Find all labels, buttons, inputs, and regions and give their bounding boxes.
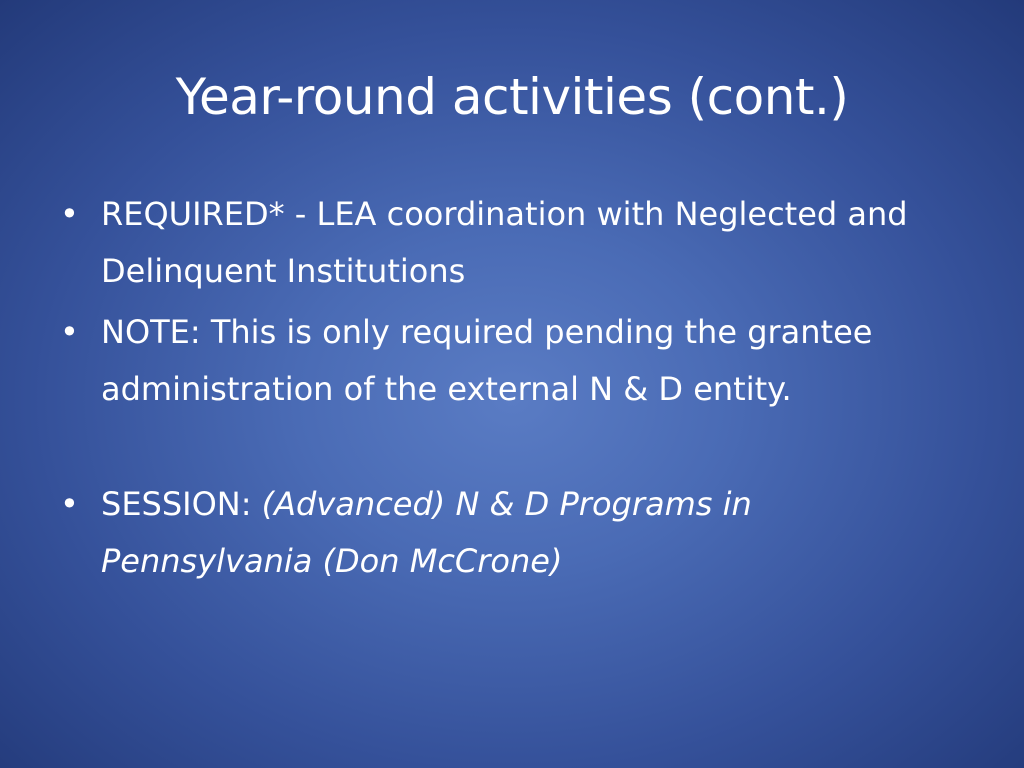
bullet-icon: • bbox=[60, 313, 79, 351]
bullet-item-session bbox=[60, 476, 970, 590]
bullet-prefix: SESSION: bbox=[101, 485, 262, 523]
slide-title: Year-round activities (cont.) bbox=[175, 68, 849, 126]
bullet-icon: • bbox=[60, 195, 79, 233]
bullet-icon: • bbox=[60, 485, 79, 523]
session-title: (Advanced) N & D Programs in Pennsylvania (Don McCrone) bbox=[101, 485, 752, 580]
bullet-text: NOTE: This is only required pending the grantee administration of the external N & D entity. bbox=[101, 313, 873, 408]
bullet-item-note bbox=[60, 304, 970, 418]
bullet-text: REQUIRED* - LEA coordination with Neglected and Delinquent Institutions bbox=[101, 195, 908, 290]
bullet-item-required bbox=[60, 186, 970, 300]
bullet-list bbox=[60, 186, 970, 594]
